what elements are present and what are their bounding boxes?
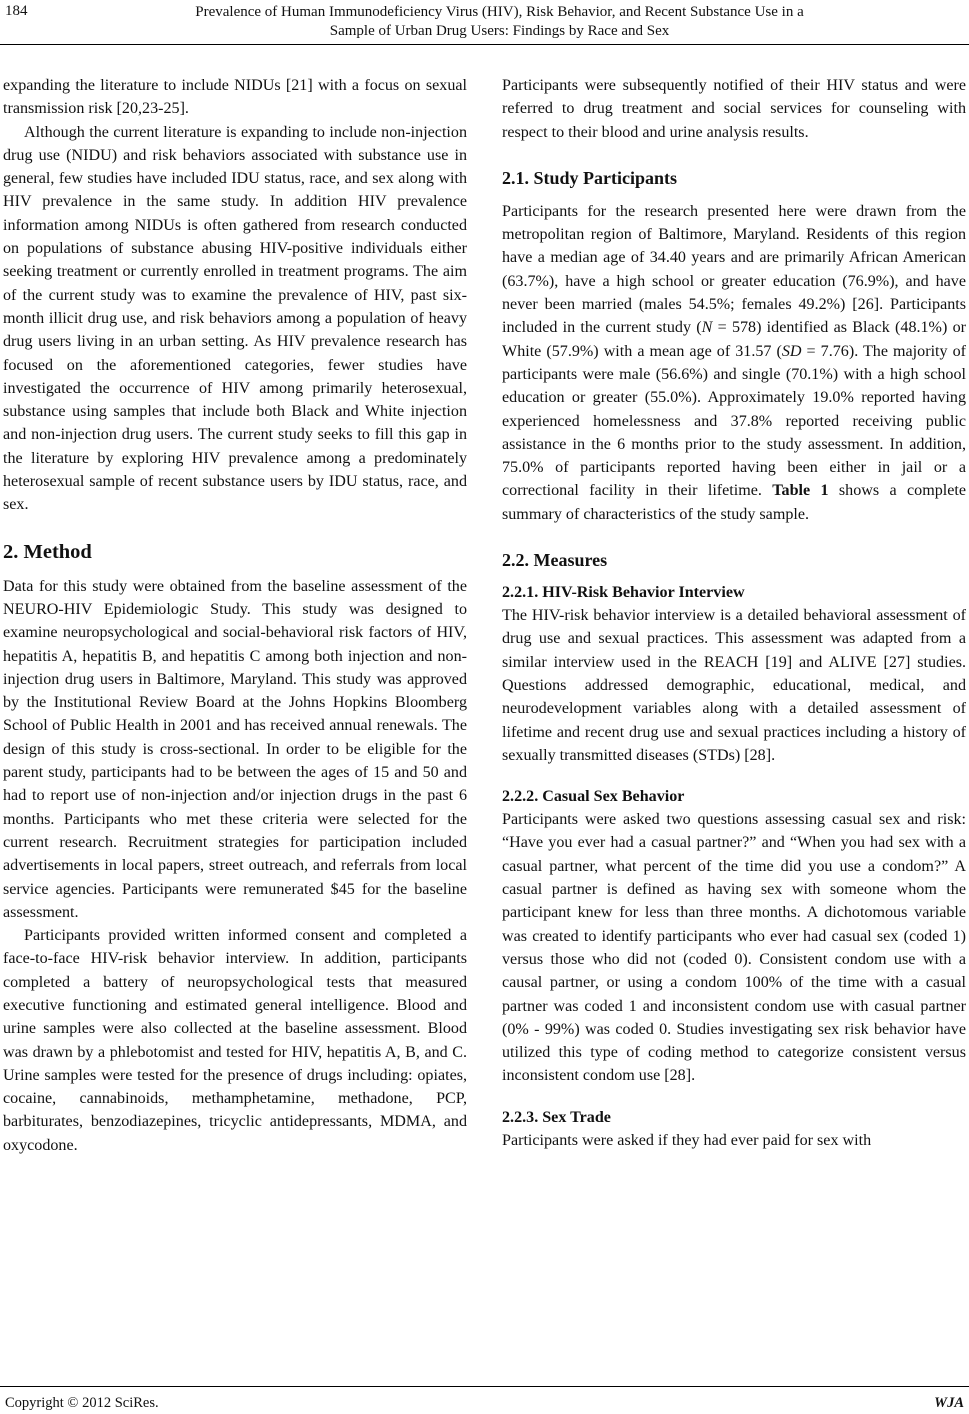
- table-1-reference: Table 1: [772, 482, 829, 500]
- method-paragraph-2: Participants provided written informed consent and completed a face-to-face HIV-risk behavior interview. In addition, participants completed a battery of neuropsychological tests that measured executive functioning and estimated general intelligence. Blood and urine samples were also collected at the baseline assessment. Blood was drawn by a phlebotomist and tested for HIV, hepatitis A, B, and C. Urine samples were tested for the presence of drugs including: opiates, cocaine, cannabinoids, methamphetamine, methadone, PCP, barbiturates, benzodiazepines, tricyclic antidepressants, MDMA, and oxycodone.: [3, 927, 467, 1154]
- casual-sex-heading: 2.2.2. Casual Sex Behavior: [502, 788, 685, 806]
- hiv-risk-interview-heading: 2.2.1. HIV-Risk Behavior Interview: [502, 584, 745, 602]
- journal-abbreviation: WJA: [934, 1395, 964, 1411]
- sex-trade-heading: 2.2.3. Sex Trade: [502, 1108, 611, 1126]
- right-column: [502, 74, 966, 1152]
- casual-sex-paragraph: Participants were asked two questions assessing casual sex and risk: “Have you ever had a casual partner?” and “When you had sex with a casual partner, what percent of the time did you use a condom?” A casual partner is defined as having sex with someone whom the participant knew for less than three months. A dichotomous variable was created to identify participants who ever had casual sex (coded 1) versus those who did not (coded 0). Consistent condom use with a causal partner, or using a condom 100% of the time with a casual partner was coded 1 and inconsistent condom use with casual partner (0% - 99%) was coded 0. Studies investigating sex risk behavior have utilized this type of coding method to categorize consistent versus inconsistent condom use [28].: [502, 811, 966, 1085]
- participants-text-d: shows a complete summary of characteristics of the study sample.: [502, 482, 966, 523]
- header-rule: [0, 44, 969, 45]
- hiv-risk-interview-paragraph: The HIV-risk behavior interview is a detailed behavioral assessment of drug use and sexual practices. This assessment was adapted from a similar interview used in the REACH [19] and ALIVE [27] studies. Questions addressed demographic, educational, medical, and neurodevelopment variables along with a detailed assessment of lifetime and recent drug use and sexual practices including a history of sexually transmitted diseases (STDs) [28].: [502, 607, 966, 764]
- method-heading: 2. Method: [3, 540, 92, 563]
- page-number: 184: [5, 3, 28, 19]
- copyright-notice: Copyright © 2012 SciRes.: [5, 1395, 159, 1411]
- intro-continued-paragraph: expanding the literature to include NIDUs [21] with a focus on sexual transmission risk [20,23-25].: [3, 77, 467, 118]
- method-paragraph-1: Data for this study were obtained from the baseline assessment of the NEURO-HIV Epidemiologic Study. This study was designed to examine neuropsychological and social-behavioral risk factors of HIV, hepatitis A, hepatitis B, and hepatitis C among both injection and non-injection drug users in Baltimore, Maryland. This study was approved by the Institutional Review Board at the Johns Hopkins Bloomberg School of Public Health in 2001 and has received annual renewals. The design of this study is cross-sectional. In order to be eligible for the parent study, participants had to be between the ages of 15 and 50 and had to report use of non-injection and/or injection drugs in the past 6 months. Participants who met these criteria were selected for the current research. Recruitment strategies for participation included advertisements in local papers, street outreach, and referrals from local service agencies. Participants were remunerated $45 for the baseline assessment.: [3, 577, 467, 921]
- intro-paragraph-2: Although the current literature is expanding to include non-injection drug use (NIDU) and risk behaviors associated with substance use in general, few studies have included IDU status, race, and sex along with HIV prevalence in the same study. In addition HIV prevalence information among NIDUs is often gathered from research conducted on populations of substance abusing HIV-positive individuals either seeking treatment or currently enrolled in treatment programs. The aim of the current study was to examine the prevalence of HIV, past six-month illicit drug use, and risk behaviors among a population of heavy drug users living in an urban setting. As HIV prevalence research has focused on the aforementioned categories, fewer studies have investigated the occurrence of HIV among primarily heterosexual, substance using samples that include both Black and White injection and non-injection drug users. The current study seeks to fill this gap in the literature by exploring HIV prevalence among a predominately heterosexual sample of recent substance users by IDU status, race, and sex.: [3, 123, 467, 514]
- participants-n-symbol: N: [701, 319, 713, 337]
- participants-sd-symbol: SD: [781, 342, 802, 360]
- footer-rule: [0, 1386, 969, 1387]
- study-participants-paragraph: [502, 200, 966, 526]
- left-column: [3, 74, 467, 1157]
- running-title-line-2: Sample of Urban Drug Users: Findings by Race and Sex: [329, 23, 670, 39]
- page-header: [0, 0, 969, 46]
- running-title-line-1: Prevalence of Human Immunodeficiency Virus (HIV), Risk Behavior, and Recent Substance Use in a: [195, 4, 804, 20]
- participants-text-c: = 7.76). The majority of participants were male (56.6%) and single (70.1%) with a high school education or greater (55.0%). Approximately 19.0% reported having experienced homelessness and 37.8% reported receiving public assistance in the 6 months prior to the study assessment. In addition, 75.0% of participants reported having been either in jail or a correctional facility in their lifetime.: [502, 342, 966, 500]
- page-footer: [0, 1386, 969, 1414]
- running-title: [60, 3, 939, 41]
- measures-heading: 2.2. Measures: [502, 550, 608, 571]
- method-paragraph-3: Participants were subsequently notified of their HIV status and were referred to drug treatment and social services for counseling with respect to their blood and urine analysis results.: [502, 77, 966, 141]
- participants-text-b: = 578) identified as Black (48.1%) or White (57.9%) with a mean age of 31.57 (: [502, 319, 966, 360]
- study-participants-heading: 2.1. Study Participants: [502, 167, 678, 188]
- participants-text-a: Participants for the research presented here were drawn from the metropolitan region of Baltimore, Maryland. Residents of this region have a median age of 34.40 years and are primarily African American (63.7%), have a high school or greater education (76.9%), and have never been married (males 54.5%; females 49.2%) [26]. Participants included in the current study (: [502, 202, 966, 337]
- sex-trade-paragraph: Participants were asked if they had ever paid for sex with: [502, 1131, 872, 1149]
